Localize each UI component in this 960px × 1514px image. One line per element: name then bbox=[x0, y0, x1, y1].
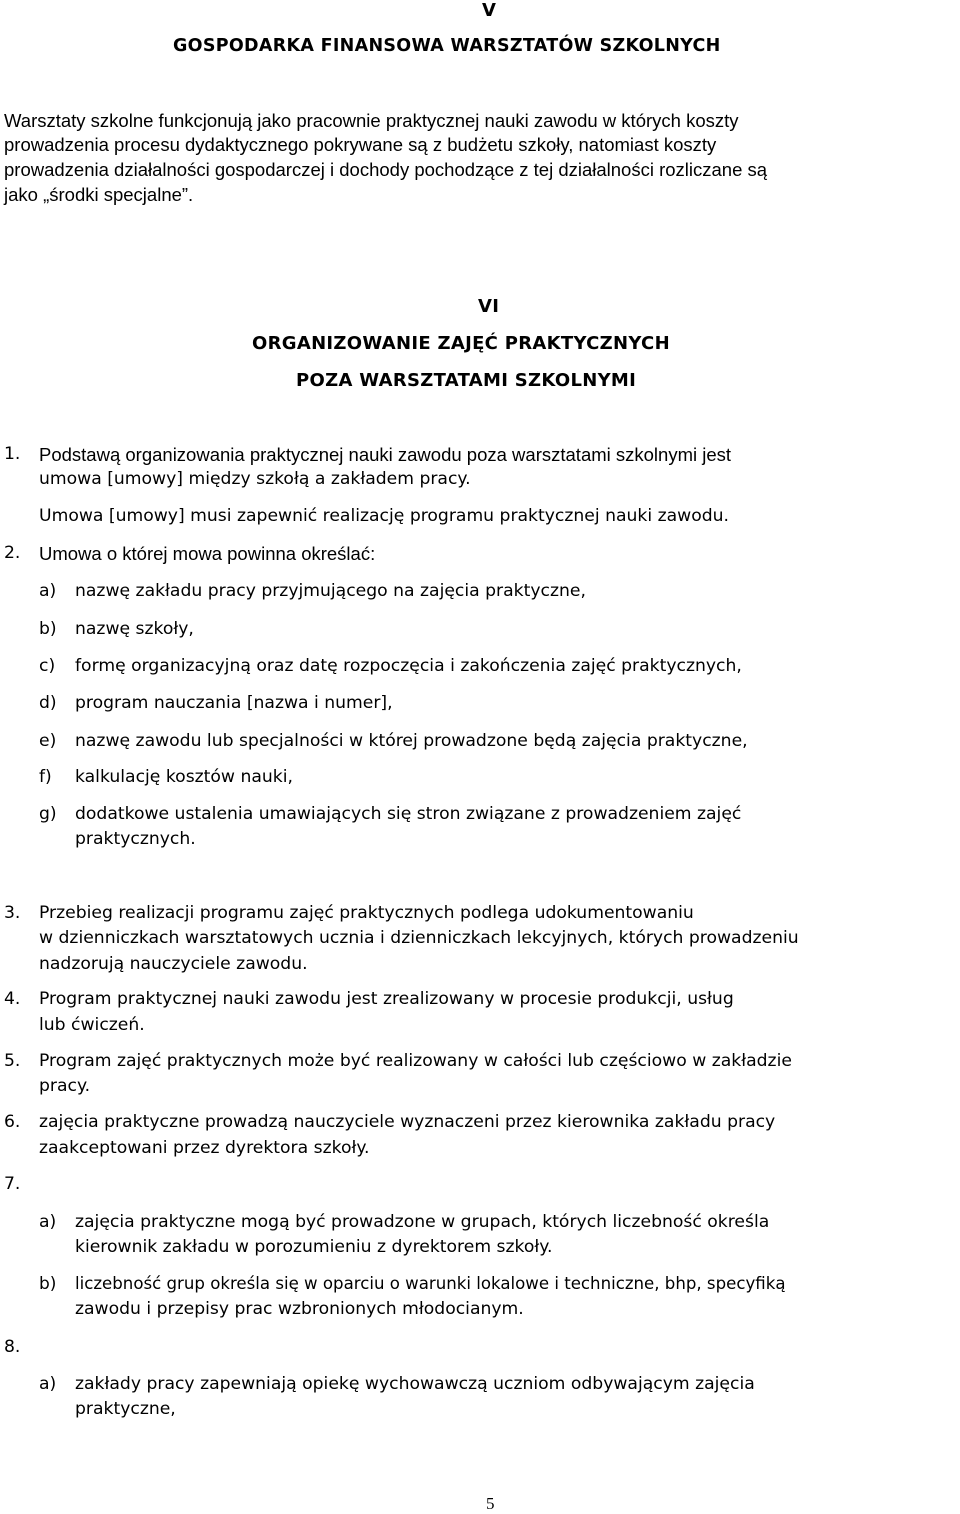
list-item: zawodu i przepisy prac wzbronionych młodocianym. bbox=[75, 1299, 524, 1319]
point-text: lub ćwiczeń. bbox=[39, 1015, 145, 1035]
point-text: nadzorują nauczyciele zawodu. bbox=[39, 954, 308, 974]
list-marker: f) bbox=[39, 767, 52, 787]
list-item: liczebność grup określa się w oparciu o warunki lokalowe i techniczne, bhp, specyfiką bbox=[75, 1274, 786, 1293]
paragraph-line: prowadzenia działalności gospodarczej i dochody pochodzące z tej działalności rozliczane są bbox=[4, 159, 768, 180]
list-item: nazwę zawodu lub specjalności w której prowadzone będą zajęcia praktyczne, bbox=[75, 731, 748, 751]
paragraph-line: jako „środki specjalne”. bbox=[4, 184, 194, 205]
point-text: zaakceptowani przez dyrektora szkoły. bbox=[39, 1138, 370, 1158]
list-marker: b) bbox=[39, 619, 57, 639]
list-marker: a) bbox=[39, 581, 57, 601]
list-item: program nauczania [nazwa i numer], bbox=[75, 693, 393, 713]
list-marker: c) bbox=[39, 656, 56, 676]
point-number: 1. bbox=[4, 444, 21, 464]
point-number: 4. bbox=[4, 989, 21, 1009]
point-text: umowa [umowy] między szkołą a zakładem pracy. bbox=[39, 469, 471, 489]
point-text: zajęcia praktyczne prowadzą nauczyciele wyznaczeni przez kierownika zakładu pracy bbox=[39, 1112, 776, 1132]
paragraph-line: prowadzenia procesu dydaktycznego pokrywane są z budżetu szkoły, natomiast koszty bbox=[4, 134, 717, 155]
paragraph-line: Warsztaty szkolne funkcjonują jako pracownie praktycznej nauki zawodu w których koszty bbox=[4, 110, 739, 131]
list-item: kierownik zakładu w porozumieniu z dyrektorem szkoły. bbox=[75, 1237, 553, 1257]
point-text: Umowa [umowy] musi zapewnić realizację programu praktycznej nauki zawodu. bbox=[39, 506, 729, 526]
point-number: 8. bbox=[4, 1337, 21, 1357]
section-subtitle: POZA WARSZTATAMI SZKOLNYMI bbox=[296, 370, 637, 391]
section-number: VI bbox=[478, 296, 500, 317]
point-text: Przebieg realizacji programu zajęć praktycznych podlega udokumentowaniu bbox=[39, 903, 694, 923]
point-text: w dzienniczkach warsztatowych ucznia i dzienniczkach lekcyjnych, których prowadzeniu bbox=[39, 928, 799, 948]
list-item: nazwę szkoły, bbox=[75, 619, 194, 639]
list-item: dodatkowe ustalenia umawiających się stron związane z prowadzeniem zajęć bbox=[75, 804, 742, 824]
point-number: 5. bbox=[4, 1051, 21, 1071]
list-item: formę organizacyjną oraz datę rozpoczęcia i zakończenia zajęć praktycznych, bbox=[75, 656, 742, 676]
point-number: 2. bbox=[4, 543, 21, 563]
list-item: nazwę zakładu pracy przyjmującego na zajęcia praktyczne, bbox=[75, 581, 586, 601]
list-marker: a) bbox=[39, 1212, 57, 1232]
list-marker: g) bbox=[39, 804, 57, 824]
point-text: Podstawą organizowania praktycznej nauki zawodu poza warsztatami szkolnymi jest bbox=[39, 444, 732, 465]
list-item: kalkulację kosztów nauki, bbox=[75, 767, 293, 787]
list-marker: a) bbox=[39, 1374, 57, 1394]
section-number: V bbox=[482, 0, 497, 21]
list-item: zakłady pracy zapewniają opiekę wychowawczą uczniom odbywającym zajęcia bbox=[75, 1374, 755, 1394]
point-number: 6. bbox=[4, 1112, 21, 1132]
section-title: ORGANIZOWANIE ZAJĘĆ PRAKTYCZNYCH bbox=[252, 333, 670, 354]
page-number: 5 bbox=[486, 1494, 495, 1513]
point-text: Program praktycznej nauki zawodu jest zrealizowany w procesie produkcji, usług bbox=[39, 989, 734, 1009]
point-text: pracy. bbox=[39, 1076, 91, 1096]
point-text: Umowa o której mowa powinna określać: bbox=[39, 543, 376, 564]
list-item: zajęcia praktyczne mogą być prowadzone w grupach, których liczebność określa bbox=[75, 1212, 770, 1232]
list-item: praktyczne, bbox=[75, 1399, 176, 1419]
point-text: Program zajęć praktycznych może być realizowany w całości lub częściowo w zakładzie bbox=[39, 1051, 792, 1071]
point-number: 7. bbox=[4, 1174, 21, 1194]
section-title: GOSPODARKA FINANSOWA WARSZTATÓW SZKOLNYCH bbox=[173, 36, 721, 56]
point-number: 3. bbox=[4, 903, 21, 923]
list-marker: e) bbox=[39, 731, 57, 751]
list-marker: b) bbox=[39, 1274, 57, 1294]
list-marker: d) bbox=[39, 693, 57, 713]
list-item: praktycznych. bbox=[75, 829, 196, 849]
